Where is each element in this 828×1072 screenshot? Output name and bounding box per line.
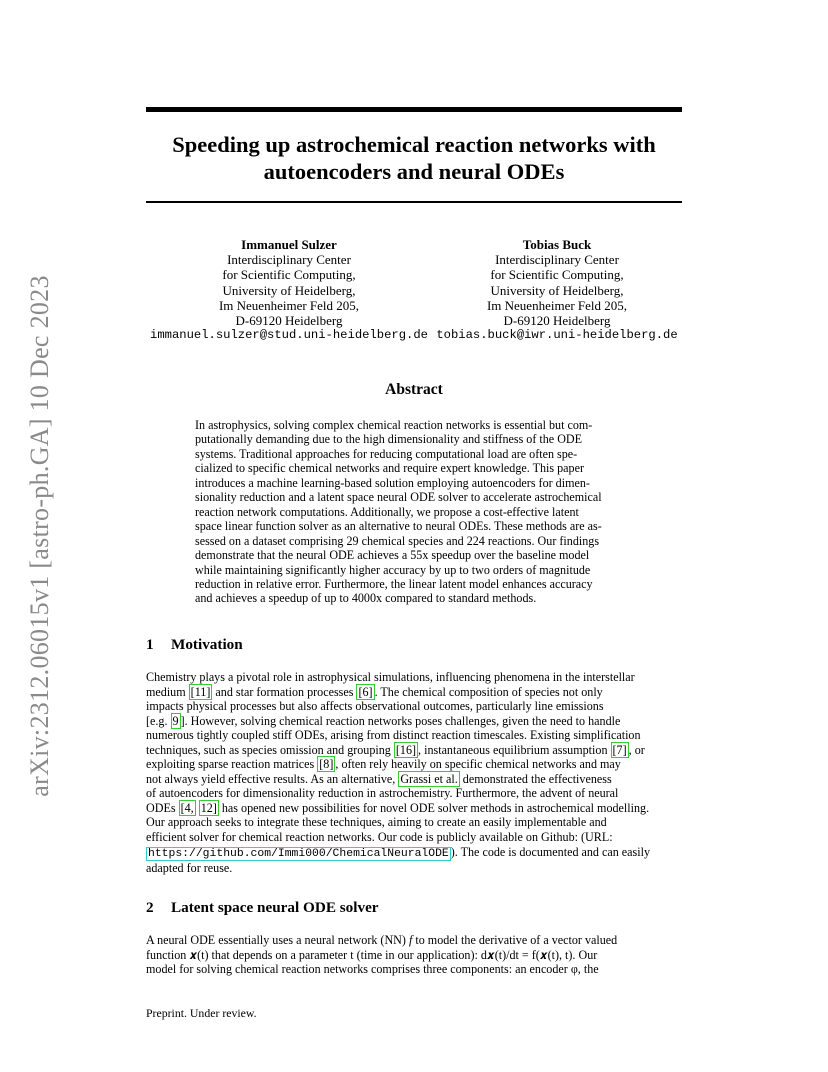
body-line: adapted for reuse. [146,861,233,876]
title-bottom-rule [146,201,682,203]
abstract-line: reduction in relative error. Furthermore, the linear latent model enhances accuracy [195,576,593,591]
author-affiliation-line: Im Neuenheimer Feld 205, [486,297,628,313]
abstract-line: cialized to specific chemical networks and require expert knowledge. This paper [195,461,584,476]
body-line: numerous tightly coupled stiff ODEs, arising from distinct reaction timescales. Existing simplification [146,728,641,743]
citation-link[interactable]: 12] [200,800,217,815]
citation-link[interactable]: [16] [395,742,417,757]
body-line: model for solving chemical reaction networks comprises three components: an encoder φ, the [146,962,599,977]
body-line: ODEs [4, 12] has opened new possibilities for novel ODE solver methods in astrochemical modelling. [146,800,650,815]
abstract-line: and achieves a speedup of up to 4000x compared to standard methods. [195,591,537,606]
github-url-link[interactable]: https://github.com/Immi000/ChemicalNeuralODE [148,847,449,860]
author-block-2 [432,237,682,343]
abstract-line: space linear function solver as an alternative to neural ODEs. These methods are as- [195,519,602,534]
preprint-footer: Preprint. Under review. [146,1006,257,1020]
author-affiliation-line: Interdisciplinary Center [495,252,619,268]
title-line-1: Speeding up astrochemical reaction networks with [172,132,656,157]
section-1-body [146,670,682,876]
body-line: A neural ODE essentially uses a neural network (NN) f to model the derivative of a vector valued [146,933,618,947]
section-2-body [146,933,682,977]
abstract-line: In astrophysics, solving complex chemical reaction networks is essential but com- [195,418,593,432]
author-name: Tobias Buck [522,237,592,252]
body-line: techniques, such as species omission and grouping [16] , instantaneous equilibrium assumption [7] , or [146,742,645,757]
abstract-line: while maintaining significantly higher accuracy by up to two orders of magnitude [195,562,591,577]
author-email[interactable]: tobias.buck@iwr.uni-heidelberg.de [436,328,678,343]
abstract-body [195,418,632,606]
body-line: efficient solver for chemical reaction networks. Our code is publicly available on Github: (URL: [146,830,613,845]
author-block-1 [146,237,432,343]
body-line: medium [11] and star formation processes [6] . The chemical composition of species not only [146,684,603,699]
author-affiliation-line: D-69120 Heidelberg [503,313,611,329]
body-line: Chemistry plays a pivotal role in astrophysical simulations, influencing phenomena in the interstellar [146,670,635,684]
author-affiliation-line: for Scientific Computing, [222,267,356,283]
author-email[interactable]: immanuel.sulzer@stud.uni-heidelberg.de [150,328,428,343]
citation-link[interactable]: [8] [319,757,334,772]
body-line: impacts physical processes but also affects observational outcomes, particularly line emissions [146,699,604,714]
citation-link[interactable]: [4, [180,800,194,815]
body-line: Our approach seeks to integrate these techniques, aiming to create an easily implementable and [146,815,607,830]
body-line: exploiting sparse reaction matrices [8] , often rely heavily on specific chemical networks and may [146,757,621,772]
author-affiliation-line: D-69120 Heidelberg [235,313,343,329]
citation-link[interactable]: Grassi et al. [400,771,458,786]
abstract-line: sessed on a dataset comprising 29 chemical species and 224 reactions. Our findings [195,533,600,548]
author-affiliation-line: University of Heidelberg, [222,282,356,298]
title-top-rule [146,107,682,112]
author-affiliation-line: for Scientific Computing, [490,267,624,283]
body-line: https://github.com/Immi000/ChemicalNeuralODE ). The code is documented and can easily [148,844,651,860]
abstract-heading: Abstract [385,381,443,398]
body-line: of autoencoders for dimensionality reduction in astrochemistry. Furthermore, the advent of neural [146,786,619,801]
citation-link[interactable]: [6] [358,684,373,699]
body-line: function 𝒙(t) that depends on a parameter t (time in our application): d𝒙(t)/dt = f(𝒙(t), t). Our [146,947,598,962]
author-name: Immanuel Sulzer [241,237,337,252]
section-title: Latent space neural ODE solver [171,899,379,916]
paper-title [146,131,682,185]
citation-link[interactable]: 9 [172,713,179,728]
abstract-line: introduces a machine learning-based solution employing autoencoders for dimen- [195,475,590,490]
section-number: 2 [146,899,154,916]
author-affiliation-line: Interdisciplinary Center [227,252,351,268]
author-affiliation-line: Im Neuenheimer Feld 205, [218,297,360,313]
section-title: Motivation [171,636,243,653]
abstract-line: reaction network computations. Additionally, we propose a cost-effective latent [195,504,579,519]
citation-link[interactable]: [11] [190,684,211,699]
body-line: not always yield effective results. As an alternative, Grassi et al. demonstrated the effectiveness [146,771,612,786]
citation-link[interactable]: [7] [612,742,627,757]
abstract-line: putationally demanding due to the high dimensionality and stiffness of the ODE [195,432,583,447]
author-affiliation-line: University of Heidelberg, [490,282,624,298]
title-line-2: autoencoders and neural ODEs [263,159,565,184]
abstract-line: sionality reduction and a latent space neural ODE solver to accelerate astrochemical [195,490,602,505]
body-line: [e.g. 9 ]. However, solving chemical reaction networks poses challenges, given the need to handle [146,713,621,728]
section-1-heading [146,636,243,654]
abstract-line: demonstrate that the neural ODE achieves a 55x speedup over the baseline model [195,548,590,563]
section-number: 1 [146,636,154,653]
arxiv-identifier: arXiv:2312.06015v1 [astro-ph.GA] 10 Dec 2023 [25,275,54,797]
abstract-line: systems. Traditional approaches for reducing computational load are often spe- [195,446,578,461]
section-2-heading [146,899,379,917]
